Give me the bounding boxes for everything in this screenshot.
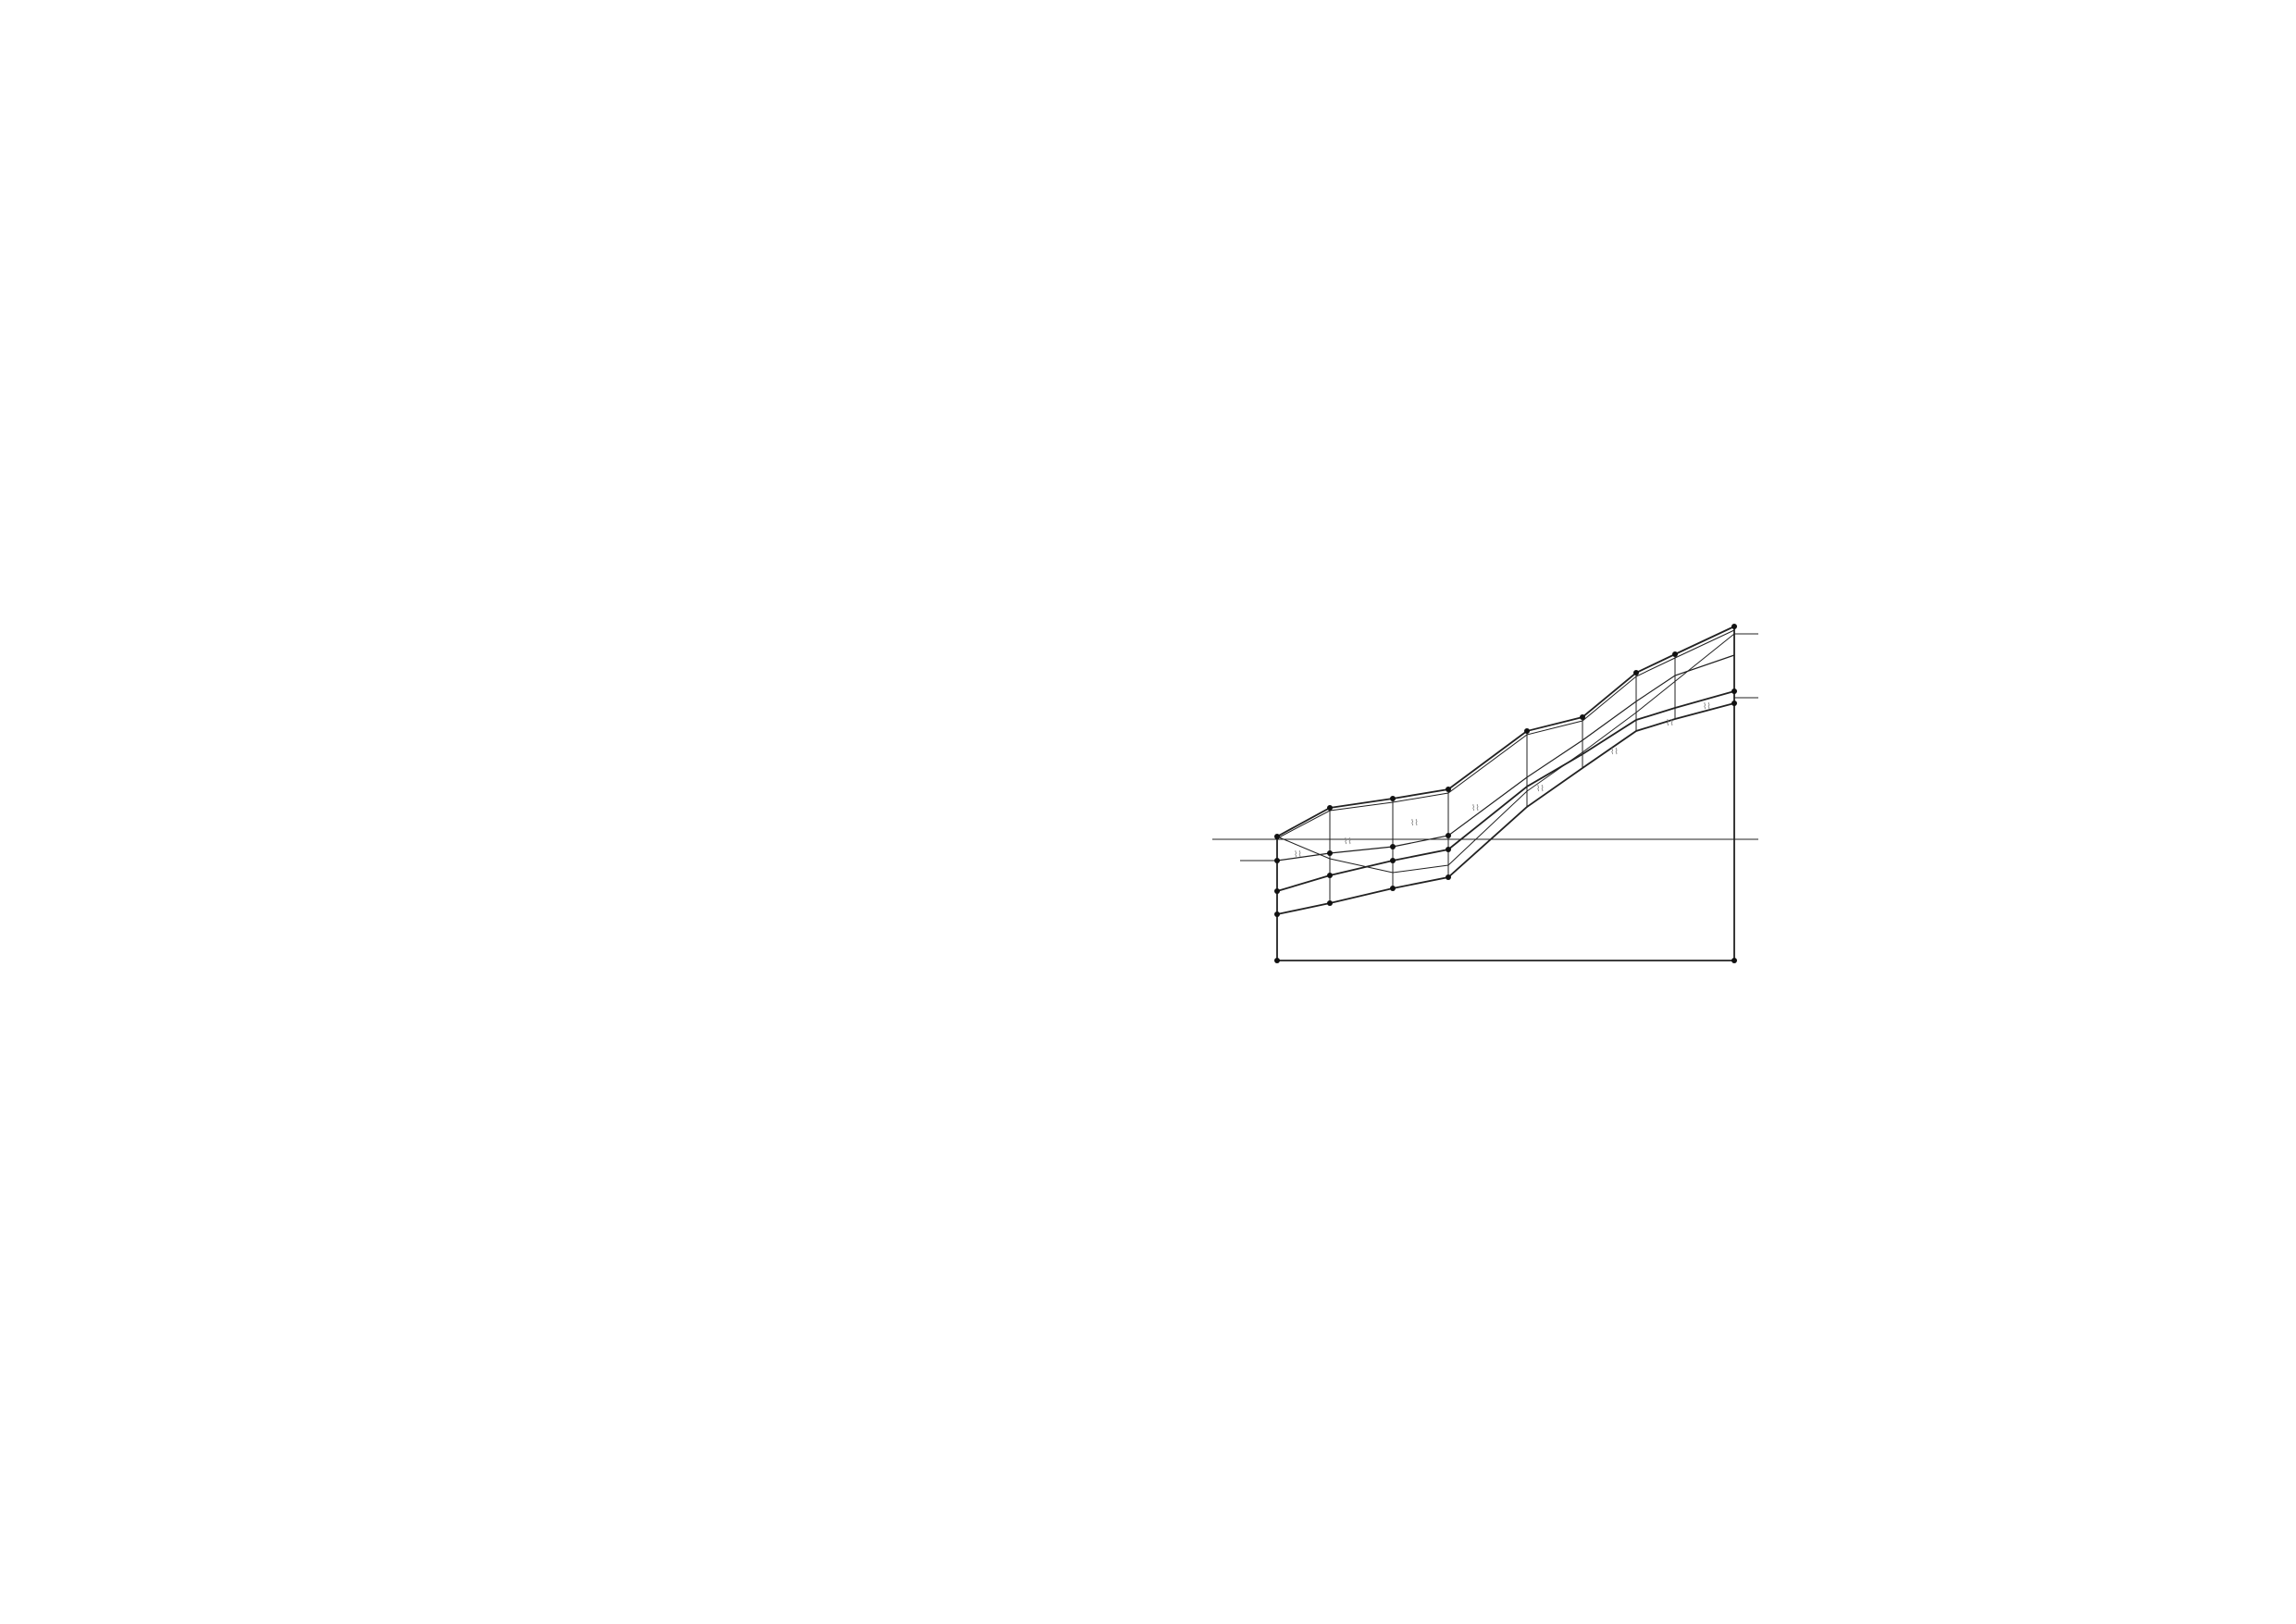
anchor-marks <box>1294 701 1711 860</box>
ground-surface <box>1277 626 1734 837</box>
svg-text:⌇⌇: ⌇⌇ <box>1410 819 1419 828</box>
svg-text:⌇⌇: ⌇⌇ <box>1666 719 1674 728</box>
slope-diagram <box>1148 611 1795 990</box>
svg-text:⌇⌇: ⌇⌇ <box>1610 748 1619 757</box>
svg-text:⌇⌇: ⌇⌇ <box>1471 804 1480 813</box>
svg-text:⌇⌇: ⌇⌇ <box>1344 837 1352 847</box>
section-heading <box>1180 394 1207 428</box>
svg-text:⌇⌇: ⌇⌇ <box>1536 785 1545 794</box>
ground-surface-inner <box>1277 630 1734 838</box>
right-column <box>1148 0 2296 1624</box>
layer-line <box>1277 655 1734 861</box>
svg-text:⌇⌇: ⌇⌇ <box>1294 850 1302 860</box>
svg-text:⌇⌇: ⌇⌇ <box>1703 702 1711 712</box>
